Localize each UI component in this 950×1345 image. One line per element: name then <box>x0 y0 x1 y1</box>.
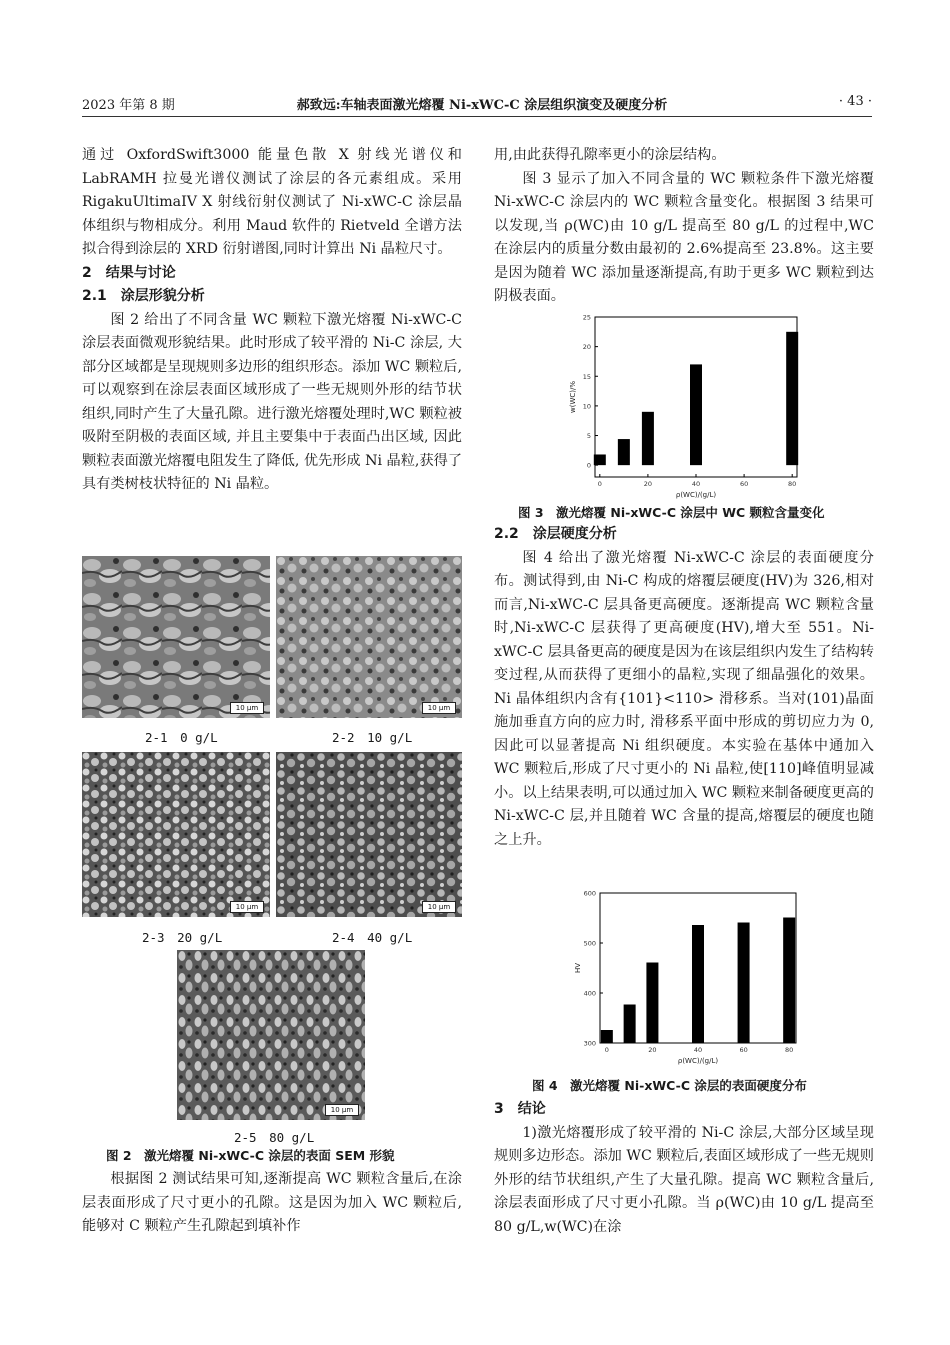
paragraph-intro: 通过 OxfordSwift3000 能量色散 X 射线光谱仪和 LabRAMH 拉曼光谱仪测试了涂层的各元素组成。采用 RigakuUltimaIV X 射线衍射仪测试了 Ni-xWC-C 涂层晶体组织与物相成分。利用 Maud 软件的 Rietveld 全谱方法拟合得到涂层的 XRD 衍射谱图,同时计算出 Ni 晶粒尺寸。 <box>82 147 462 257</box>
subfig-label-2-5: 2-5 80 g/L <box>234 1130 315 1145</box>
bar <box>601 1030 613 1043</box>
scale-bar: 10 μm <box>422 901 456 913</box>
sem-image-2-2 <box>276 556 462 718</box>
bar <box>738 923 750 1044</box>
right-column-top <box>494 144 874 309</box>
page-number: · 43 · <box>838 94 872 109</box>
y-tick-label: 300 <box>583 1039 596 1048</box>
y-tick-label: 10 <box>582 402 591 411</box>
y-tick-label: 500 <box>583 939 596 948</box>
x-tick-label: 20 <box>643 480 653 488</box>
y-axis-label: HV <box>574 962 582 974</box>
y-axis-label: w(WC)/% <box>569 380 577 414</box>
x-tick-label: 0 <box>597 480 602 488</box>
bar <box>618 439 630 465</box>
y-tick-label: 25 <box>582 313 591 322</box>
bar <box>786 332 798 465</box>
y-tick-label: 0 <box>586 461 591 470</box>
bar <box>646 963 658 1044</box>
figure-3-chart <box>560 312 810 500</box>
chart-svg <box>560 888 810 1076</box>
x-tick-label: 40 <box>691 480 701 488</box>
header-rule <box>82 116 872 117</box>
y-tick-label: 15 <box>582 372 591 381</box>
sem-image-2-1 <box>82 556 270 718</box>
article-title: 郝致远:车轴表面激光熔覆 Ni-xWC-C 涂层组织演变及硬度分析 <box>296 98 668 113</box>
figure-3-caption: 图 3 激光熔覆 Ni-xWC-C 涂层中 WC 颗粒含量变化 <box>518 505 825 520</box>
figure-4-caption: 图 4 激光熔覆 Ni-xWC-C 涂层的表面硬度分布 <box>532 1078 807 1093</box>
y-tick-label: 400 <box>583 989 596 998</box>
bar <box>594 454 606 465</box>
x-tick-label: 80 <box>785 1046 794 1054</box>
bar <box>690 364 702 465</box>
sem-image-2-5 <box>177 950 365 1120</box>
scale-bar: 10 μm <box>422 702 456 714</box>
paragraph-conclusion: 1)激光熔覆形成了较平滑的 Ni-C 涂层,大部分区域呈现规则多边形态。添加 WC 颗粒后,表面区域形成了一些无规则外形的结节状组织,产生了大量孔隙。提高 WC 颗粒含量后,涂层表面形成了尺寸更小孔隙。当 ρ(WC)由 10 g/L 提高至 80 g/L,w(WC)在涂 <box>494 1124 874 1235</box>
bar <box>692 925 704 1043</box>
y-tick-label: 5 <box>586 432 591 441</box>
bar <box>624 1005 636 1044</box>
scale-bar: 10 μm <box>230 702 264 714</box>
paragraph-2-2: 图 4 给出了激光熔覆 Ni-xWC-C 涂层的表面硬度分布。测试得到,由 Ni-C 构成的熔覆层硬度(HV)为 326,相对而言,Ni-xWC-C 层具备更高硬度。逐渐提高 WC 颗粒含量时,Ni-xWC-C 层获得了更高硬度(HV),增大至 551。Ni-xWC-C 层具备更高的硬度是因为在该层组织内发生了结构转变过程,从而获得了更细小的晶粒,实现了细晶强化的效果。Ni 晶体组织内含有{101}<110> 滑移系。当对(101)晶面施加垂直方向的应力时, 滑移系平面中形成的剪切应力为 0,因此可以显著提高 Ni 组织硬度。本实验在基体中通加入 WC 颗粒后,形成了尺寸更小的 Ni 晶粒,使[110]峰值明显减小。以上结果表明,可以通过加入 WC 颗粒来制备硬度更高的 Ni-xWC-C 层,并且随着 WC 含量的提高,熔覆层的硬度也随之上升。 <box>494 549 874 848</box>
paragraph-fig3: 图 3 显示了加入不同含量的 WC 颗粒条件下激光熔覆 Ni-xWC-C 涂层内的 WC 颗粒含量变化。根据图 3 结果可以发现,当 ρ(WC)由 10 g/L 提高至 80 g/L 的过程中,WC 在涂层内的质量分数由最初的 2.6%提高至 23.8%。这主要是因为随着 WC 添加量逐渐提高,有助于更多 WC 颗粒到达阴极表面。 <box>494 170 874 304</box>
subfig-label-2-2: 2-2 10 g/L <box>332 730 413 745</box>
figure-4-chart <box>560 888 810 1076</box>
right-column-middle <box>494 523 874 852</box>
x-tick-label: 60 <box>739 1046 748 1054</box>
bar <box>783 918 795 1044</box>
right-column-bottom <box>494 1098 874 1239</box>
bar <box>642 412 654 465</box>
issue-label: 2023 年第 8 期 <box>82 98 175 113</box>
x-tick-label: 0 <box>604 1046 609 1054</box>
subfig-label-2-4: 2-4 40 g/L <box>332 930 413 945</box>
paragraph-2-1: 图 2 给出了不同含量 WC 颗粒下激光熔覆 Ni-xWC-C 涂层表面微观形貌结果。此时形成了较平滑的 Ni-C 涂层, 大部分区域都是呈现规则多边形的组织形态。添加 WC 颗粒后,可以观察到在涂层表面区域形成了一些无规则外形的结节状组织,同时产生了大量孔隙。进行激光熔覆处理时,WC 颗粒被吸附至阴极的表面区域, 并且主要集中于表面凸出区域, 因此颗粒表面激光熔覆电阻发生了降低, 优先形成 Ni 晶粒,获得了具有类树枝状特征的 Ni 晶粒。 <box>82 311 463 492</box>
x-tick-label: 20 <box>648 1046 657 1054</box>
left-column-top <box>82 144 462 497</box>
section-2-2-heading: 2.2 涂层硬度分析 <box>494 526 617 542</box>
running-header <box>82 92 872 116</box>
subfig-label-2-1: 2-1 0 g/L <box>145 730 218 745</box>
chart-svg <box>560 312 810 500</box>
x-axis-label: ρ(WC)/(g/L) <box>677 1057 719 1065</box>
scale-bar: 10 μm <box>325 1104 359 1116</box>
x-tick-label: 80 <box>788 480 797 488</box>
section-3-heading: 3 结论 <box>494 1101 546 1117</box>
paragraph-continued: 用,由此获得孔隙率更小的涂层结构。 <box>494 147 726 163</box>
section-2-1-heading: 2.1 涂层形貌分析 <box>82 288 205 304</box>
x-tick-label: 40 <box>693 1046 703 1054</box>
scale-bar: 10 μm <box>230 901 264 913</box>
sem-image-2-3 <box>82 752 270 917</box>
figure-2-caption: 图 2 激光熔覆 Ni-xWC-C 涂层的表面 SEM 形貌 <box>106 1148 395 1163</box>
x-tick-label: 60 <box>739 480 749 488</box>
left-column-bottom <box>82 1168 462 1239</box>
x-axis-label: ρ(WC)/(g/L) <box>675 491 717 499</box>
section-2-heading: 2 结果与讨论 <box>82 264 176 281</box>
paragraph-after-fig2: 根据图 2 测试结果可知,逐渐提高 WC 颗粒含量后,在涂层表面形成了尺寸更小的孔隙。这是因为加入 WC 颗粒后, 能够对 C 颗粒产生孔隙起到填补作 <box>82 1171 462 1234</box>
sem-image-2-4 <box>276 752 462 917</box>
y-tick-label: 600 <box>583 889 596 898</box>
y-tick-label: 20 <box>582 343 591 352</box>
subfig-label-2-3: 2-3 20 g/L <box>142 930 223 945</box>
